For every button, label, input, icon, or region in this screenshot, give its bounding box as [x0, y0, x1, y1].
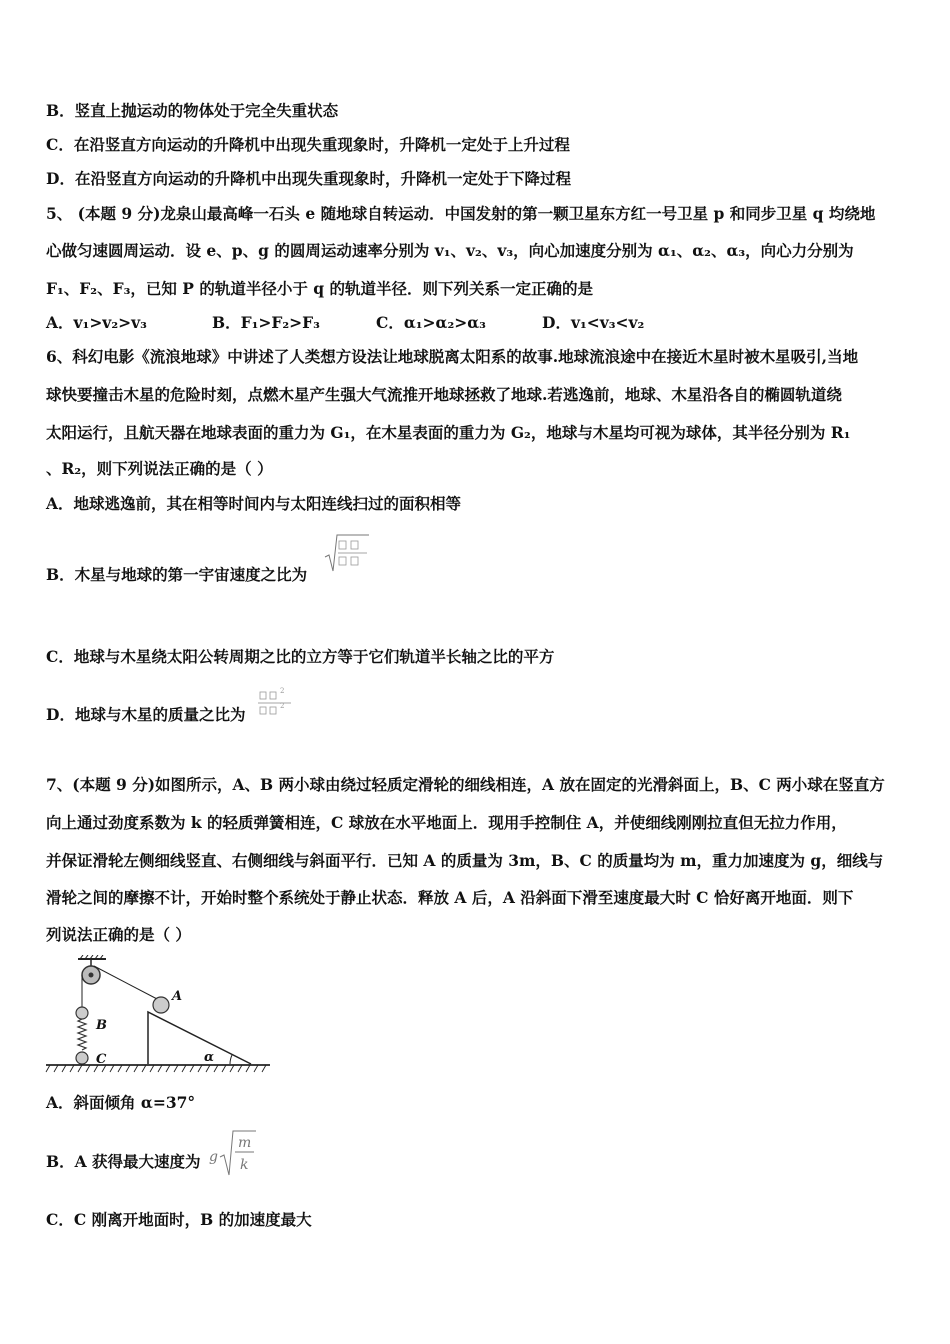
ground-hatch [46, 1065, 266, 1072]
q6-stem-line3: 太阳运行，且航天器在地球表面的重力为 G₁，在木星表面的重力为 G₂，地球与木星均可视为球体，其半径分别为 R₁ [46, 423, 851, 442]
formula-g: g [209, 1149, 218, 1165]
formula-k: k [240, 1157, 249, 1173]
q7-stem-line4: 滑轮之间的摩擦不计，开始时整个系统处于静止状态．释放 A 后，A 沿斜面下滑至速度最大时 C 恰好离开地面．则下 [46, 888, 854, 907]
ball-a [153, 997, 169, 1013]
q6-stem-line4: 、R₂，则下列说法正确的是（ ） [46, 459, 273, 478]
q5-option-b: B．F₁>F₂>F₃ [212, 313, 320, 332]
q6-option-a: A．地球逃逸前，其在相等时间内与太阳连线扫过的面积相等 [46, 494, 462, 513]
q6-option-b-text: B．木星与地球的第一宇宙速度之比为 [46, 565, 308, 584]
q4-option-c: C．在沿竖直方向运动的升降机中出现失重现象时，升降机一定处于上升过程 [46, 135, 570, 154]
q5-option-a: A．v₁>v₂>v₃ [46, 313, 147, 332]
label-alpha: α [204, 1050, 215, 1065]
q6-option-d-text: D．地球与木星的质量之比为 [46, 705, 246, 724]
q7-option-a: A．斜面倾角 α=37° [46, 1093, 196, 1112]
q6-option-c: C．地球与木星绕太阳公转周期之比的立方等于它们轨道半长轴之比的平方 [46, 647, 555, 666]
q7-diagram [44, 955, 274, 1077]
right-string [94, 966, 159, 1000]
angle-arc [230, 1055, 232, 1064]
q7-stem-line5: 列说法正确的是（ ） [46, 925, 191, 944]
q5-option-c: C．α₁>α₂>α₃ [376, 313, 486, 332]
q6-stem-line2: 球快要撞击木星的危险时刻，点燃木星产生强大气流推开地球拯救了地球.若逃逸前，地球、木星沿各自的椭圆轨道绕 [46, 385, 842, 404]
q7-option-c: C．C 刚离开地面时，B 的加速度最大 [46, 1210, 312, 1229]
spring [78, 1019, 86, 1050]
label-b: B [96, 1018, 107, 1033]
svg-text:2: 2 [280, 687, 285, 695]
q7-stem-line1: 7、(本题 9 分)如图所示，A、B 两小球由绕过轻质定滑轮的细线相连，A 放在固定的光滑斜面上，B、C 两小球在竖直方 [46, 775, 885, 794]
q6-stem-line1: 6、科幻电影《流浪地球》中讲述了人类想方设法让地球脱离太阳系的故事.地球流浪途中在接近木星时被木星吸引,当地 [46, 347, 859, 366]
q5-options [46, 313, 906, 333]
pulley-axle [89, 973, 94, 978]
q7-stem-line3: 并保证滑轮左侧细线竖直、右侧细线与斜面平行．已知 A 的质量为 3m，B、C 的质量均为 m，重力加速度为 g，细线与 [46, 851, 884, 870]
q5-stem-line3: F₁、F₂、F₃，已知 P 的轨道半径小于 q 的轨道半径．则下列关系一定正确的是 [46, 279, 593, 298]
label-a: A [172, 989, 183, 1004]
ball-b [76, 1007, 88, 1019]
q4-option-d: D．在沿竖直方向运动的升降机中出现失重现象时，升降机一定处于下降过程 [46, 169, 571, 188]
ball-c [76, 1052, 88, 1064]
label-c: C [96, 1052, 107, 1067]
q6-option-d-formula [257, 686, 297, 722]
q6-option-b [46, 565, 307, 585]
q7-option-b [46, 1152, 201, 1172]
q4-option-b: B．竖直上抛运动的物体处于完全失重状态 [46, 101, 339, 120]
q6-option-b-formula [323, 531, 371, 575]
incline [148, 1012, 251, 1064]
q6-option-d [46, 705, 245, 725]
formula-m: m [238, 1135, 252, 1151]
q7-stem-line2: 向上通过劲度系数为 k 的轻质弹簧相连，C 球放在水平地面上．现用手控制住 A，并使细线刚刚拉直但无拉力作用， [46, 813, 847, 832]
q5-option-d: D．v₁<v₃<v₂ [542, 313, 645, 332]
svg-text:2: 2 [280, 702, 285, 710]
q5-stem-line1: 5、 (本题 9 分)龙泉山最高峰一石头 e 随地球自转运动．中国发射的第一颗卫星东方红一号卫星 p 和同步卫星 q 均绕地 [46, 204, 876, 223]
q7-option-b-text: B．A 获得最大速度为 [46, 1152, 201, 1171]
q5-stem-line2: 心做匀速圆周运动．设 e、p、g 的圆周运动速率分别为 v₁、v₂、v₃，向心加速度分别为 α₁、α₂、α₃，向心力分别为 [46, 241, 854, 260]
q7-option-b-formula [208, 1127, 258, 1179]
